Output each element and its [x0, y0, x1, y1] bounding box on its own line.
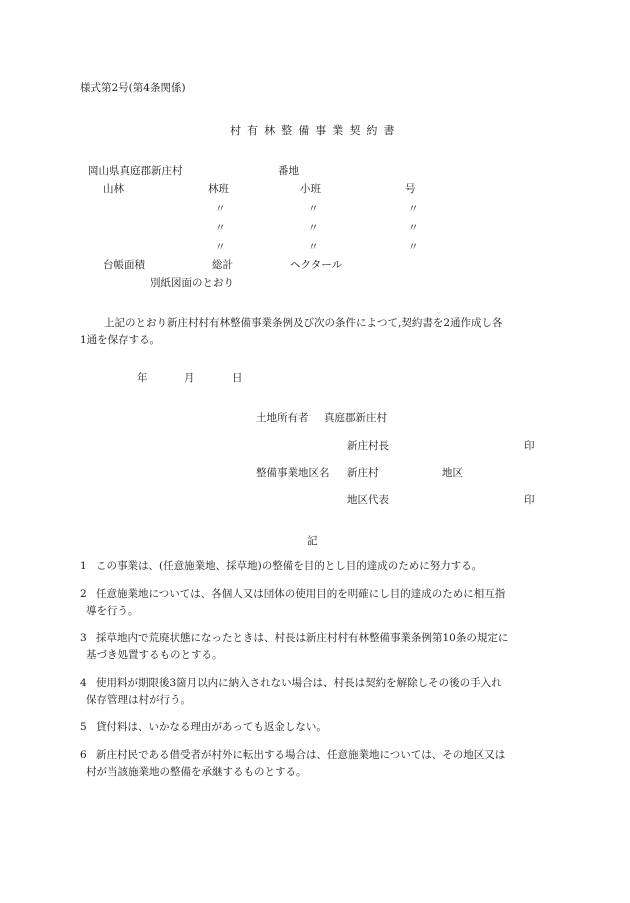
form-label: 様式第2号(第4条関係) [80, 82, 186, 94]
condition-number: 5 [80, 721, 87, 733]
rinpan-label: 林班 [208, 183, 229, 195]
owner-value: 真庭郡新庄村 [324, 412, 387, 424]
go-label: 号 [405, 183, 416, 195]
ditto-mark: 〃 [408, 241, 419, 253]
condition-line-cont: 基づき処置するものとする。 [86, 649, 223, 661]
date-month: 月 [184, 372, 195, 384]
condition-item [96, 721, 556, 735]
district-suffix: 地区 [442, 467, 463, 479]
condition-line: 任意施業地については、各個人又は団体の使用目的を明確にし目的達成のために相互指 [96, 588, 506, 600]
date-day: 日 [232, 372, 243, 384]
condition-number: 6 [80, 749, 87, 761]
owner-label: 土地所有者 [256, 412, 309, 424]
ditto-mark: 〃 [308, 203, 319, 215]
condition-item [96, 560, 556, 574]
condition-line: 貸付料は、いかなる理由があっても返金しない。 [96, 721, 327, 733]
ditto-mark: 〃 [408, 222, 419, 234]
ditto-mark: 〃 [408, 203, 419, 215]
area-total: 総計 [212, 259, 233, 271]
district-label: 整備事業地区名 [256, 467, 330, 479]
ditto-mark: 〃 [215, 203, 226, 215]
representative-label: 地区代表 [347, 494, 389, 506]
condition-number: 1 [80, 560, 87, 572]
condition-number: 4 [80, 677, 87, 689]
condition-number: 3 [80, 632, 87, 644]
area-label: 台帳面積 [103, 259, 145, 271]
yamabayashi-label: 山林 [103, 183, 124, 195]
ditto-mark: 〃 [215, 222, 226, 234]
seal-mark: 印 [524, 440, 535, 452]
district-village: 新庄村 [347, 467, 379, 479]
location-prefix: 岡山県真庭郡新庄村 [88, 165, 183, 177]
shohan-label: 小班 [300, 183, 321, 195]
mayor-label: 新庄村長 [347, 440, 389, 452]
ditto-mark: 〃 [308, 241, 319, 253]
ki-heading: 記 [307, 535, 318, 547]
ditto-mark: 〃 [308, 222, 319, 234]
condition-line-cont: 保存管理は村が行う。 [86, 694, 191, 706]
condition-line: 使用料が期限後3箇月以内に納入されない場合は、村長は契約を解除しその後の手入れ [96, 677, 502, 689]
seal-mark: 印 [524, 494, 535, 506]
condition-item [96, 632, 566, 646]
preamble-line2: 1通を保存する。 [80, 334, 161, 346]
condition-line: この事業は、(任意施業地、採草地)の整備を目的とし目的達成のために努力する。 [96, 560, 483, 572]
condition-number: 2 [80, 588, 87, 600]
map-note: 別紙図面のとおり [150, 277, 234, 289]
document-title: 村有林整備事業契約書 [230, 124, 401, 137]
preamble-line1: 上記のとおり新庄村村有林整備事業条例及び次の条件によつて,契約書を2通作成し各 [104, 317, 503, 329]
condition-line-cont: 導を行う。 [86, 605, 139, 617]
condition-item [96, 677, 566, 691]
condition-line: 採草地内で荒廃状態になったときは、村長は新庄村村有林整備事業条例第10条の規定に [96, 632, 509, 644]
condition-item [96, 749, 566, 763]
condition-item [96, 588, 566, 602]
condition-line-cont: 村が当該施業地の整備を承継するものとする。 [86, 766, 307, 778]
banchi-label: 番地 [278, 165, 299, 177]
date-year: 年 [137, 372, 148, 384]
condition-line: 新庄村民である借受者が村外に転出する場合は、任意施業地については、その地区又は [96, 749, 506, 761]
ditto-mark: 〃 [215, 241, 226, 253]
area-unit: ヘクタール [290, 259, 343, 271]
